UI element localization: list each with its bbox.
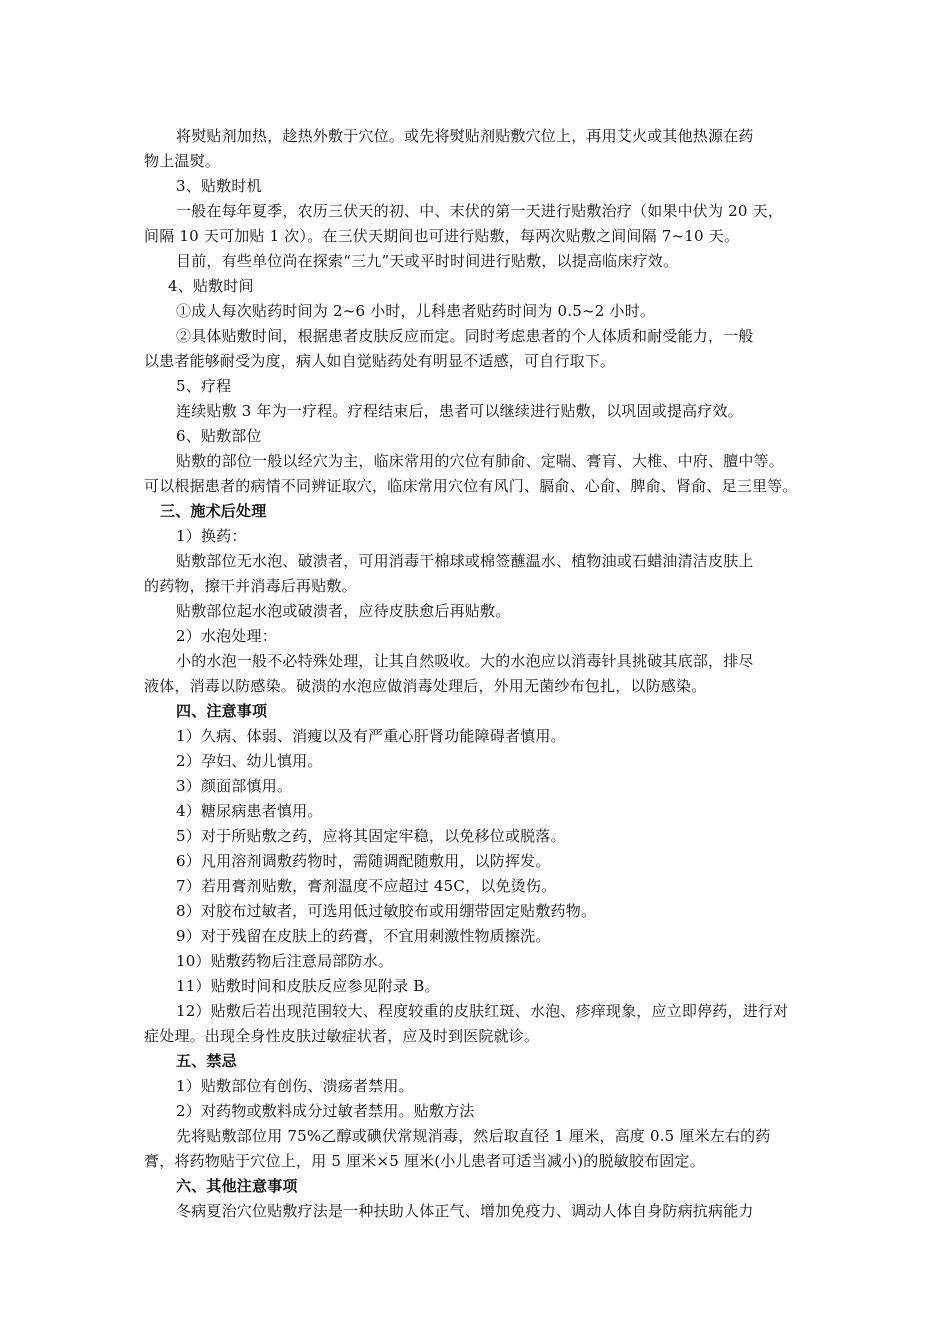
text-line: 可以根据患者的病情不同辨证取穴，临床常用穴位有风门、膈俞、心俞、脾俞、肾俞、足三里等。 [144,477,798,495]
text-line: 冬病夏治穴位贴敷疗法是一种扶助人体正气、增加免疫力、调动人体自身防病抗病能力 [176,1202,754,1220]
text-line: 4）糖尿病患者慎用。 [176,802,323,820]
text-line: 1）久病、体弱、消瘦以及有严重心肝肾功能障碍者慎用。 [176,727,566,745]
text-line: 12）贴敷后若出现范围较大、程度较重的皮肤红斑、水泡、疹痒现象，应立即停药，进行对 [176,1002,789,1020]
text-line: 1）换药： [176,527,247,545]
text-line: 贴敷部位起水泡或破溃者，应待皮肤愈后再贴敷。 [176,602,511,620]
text-line: ②具体贴敷时间，根据患者皮肤反应而定。同时考虑患者的个人体质和耐受能力，一般 [176,327,754,345]
document-body [144,124,810,1224]
text-line: 5）对于所贴敷之药，应将其固定牢稳，以免移位或脱落。 [176,827,566,845]
text-line: 膏，将药物贴于穴位上，用 5 厘米×5 厘米(小儿患者可适当减小)的脱敏胶布固定。 [144,1152,705,1170]
section-heading: 三、施术后处理 [160,502,267,520]
section-heading: 四、注意事项 [176,702,268,720]
text-line: 目前，有些单位尚在探索“三九”天或平时时间进行贴敷，以提高临床疗效。 [176,252,679,270]
text-line: 一般在每年夏季，农历三伏天的初、中、末伏的第一天进行贴敷治疗（如果中伏为 20 天， [176,202,784,220]
text-line: 2）孕妇、幼儿慎用。 [176,752,323,770]
text-line: 6）凡用溶剂调敷药物时，需随调配随敷用，以防挥发。 [176,852,551,870]
text-line: 3、贴敷时机 [176,177,262,195]
section-heading: 六、其他注意事项 [176,1177,298,1195]
text-line: 的药物，擦干并消毒后再贴敷。 [144,577,357,595]
text-line: 2）对药物或敷料成分过敏者禁用。贴敷方法 [176,1102,475,1120]
text-line: 7）若用膏剂贴敷，膏剂温度不应超过 45C，以免烫伤。 [176,877,557,895]
text-line: 11）贴敷时间和皮肤反应参见附录 B。 [176,977,440,995]
text-line: 2）水泡处理： [176,627,277,645]
text-line: 贴敷部位无水泡、破溃者，可用消毒干棉球或棉签蘸温水、植物油或石蜡油清洁皮肤上 [176,552,754,570]
text-line: 贴敷的部位一般以经穴为主，临床常用的穴位有肺俞、定喘、膏肓、大椎、中府、膻中等。 [176,452,785,470]
section-heading: 五、禁忌 [176,1052,237,1070]
text-line: 先将贴敷部位用 75%乙醇或碘伏常规消毒，然后取直径 1 厘米，高度 0.5 厘米左右的药 [176,1127,771,1145]
text-line: 9）对于残留在皮肤上的药膏，不宜用刺激性物质擦洗。 [176,927,551,945]
text-line: 1）贴敷部位有创伤、溃疡者禁用。 [176,1077,414,1095]
text-line: 症处理。出现全身性皮肤过敏症状者，应及时到医院就诊。 [144,1027,540,1045]
text-line: 液体，消毒以防感染。破溃的水泡应做消毒处理后，外用无菌纱布包扎，以防感染。 [144,677,707,695]
text-line: 物上温熨。 [144,152,221,170]
text-line: 6、贴敷部位 [176,427,262,445]
text-line: 4、贴敷时间 [168,277,254,295]
text-line: 8）对胶布过敏者，可选用低过敏胶布或用绷带固定贴敷药物。 [176,902,597,920]
text-line: 10）贴敷药物后注意局部防水。 [176,952,394,970]
text-line: 以患者能够耐受为度，病人如自觉贴药处有明显不适感，可自行取下。 [144,352,616,370]
text-line: 3）颜面部慎用。 [176,777,293,795]
text-line: 小的水泡一般不必特殊处理，让其自然吸收。大的水泡应以消毒针具挑破其底部，排尽 [176,652,754,670]
text-line: 将熨贴剂加热，趁热外敷于穴位。或先将熨贴剂贴敷穴位上，再用艾火或其他热源在药 [176,127,754,145]
text-line: 间隔 10 天可加贴 1 次）。在三伏天期间也可进行贴敷，每两次贴敷之间间隔 7~10 天。 [144,227,740,245]
text-line: 5、疗程 [176,377,232,395]
text-line: 连续贴敷 3 年为一疗程。疗程结束后，患者可以继续进行贴敷，以巩固或提高疗效。 [176,402,743,420]
text-line: ①成人每次贴药时间为 2~6 小时，儿科患者贴药时间为 0.5~2 小时。 [176,302,656,320]
